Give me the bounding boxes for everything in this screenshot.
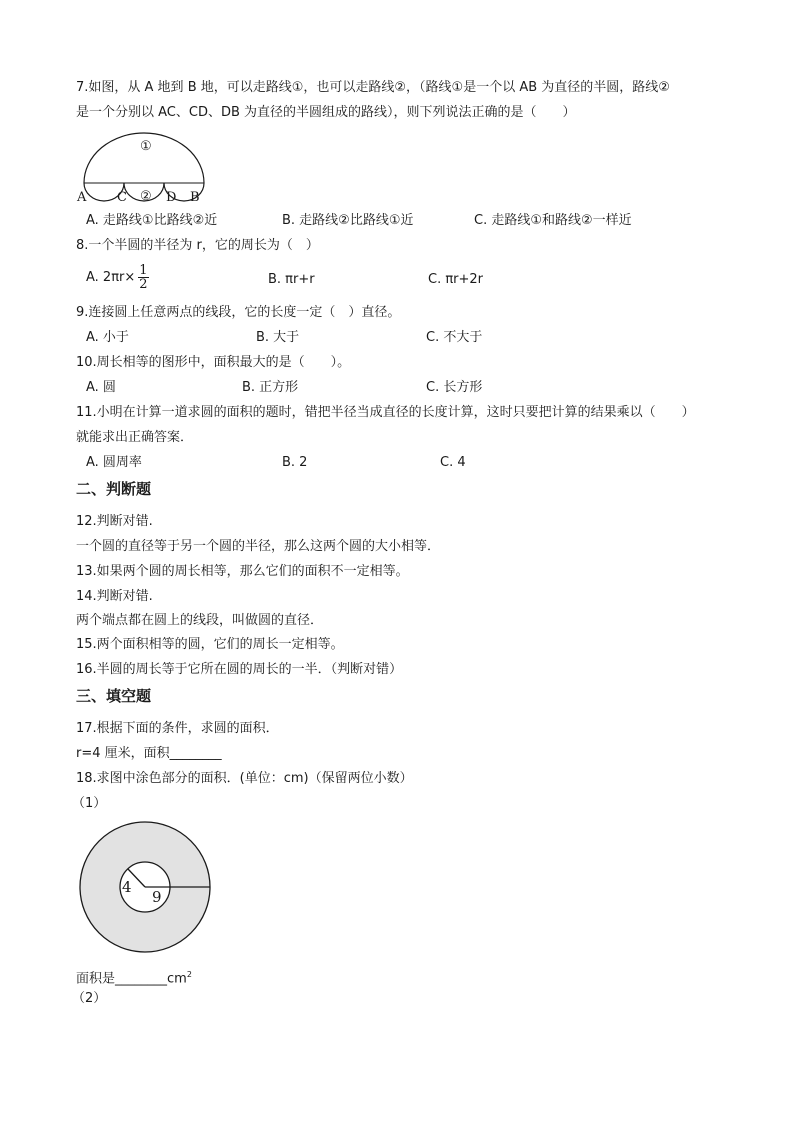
section-heading-true-false: 二、判断题	[76, 480, 152, 498]
q7-option-c[interactable]: C. 走路线①和路线②一样近	[474, 213, 632, 228]
q11-text-line2: 就能求出正确答案．	[76, 430, 194, 445]
q8-option-a[interactable]	[86, 263, 149, 293]
q18-ring-figure	[76, 818, 214, 956]
q7-text-line2: 是一个分别以 AC、CD、DB 为直径的半圆组成的路线），则下列说法正确的是（ ）	[76, 105, 576, 120]
q10-option-a[interactable]: A. 圆	[86, 380, 116, 395]
q10-option-c[interactable]: C. 长方形	[426, 380, 483, 395]
q14-text-line2: 两个端点都在圆上的线段，叫做圆的直径．	[76, 613, 324, 628]
q8-option-a-prefix: A. 2πr×	[86, 270, 136, 285]
q7-route-figure	[74, 128, 214, 206]
q8-text: 8.一个半圆的半径为 r，它的周长为（ ）	[76, 238, 319, 253]
q18-part2-label: （2）	[72, 991, 107, 1006]
q16-text: 16.半圆的周长等于它所在圆的周长的一半．（判断对错）	[76, 662, 403, 677]
q15-text: 15.两个面积相等的圆，它们的周长一定相等。	[76, 637, 344, 652]
outer-radius-label: 9	[152, 888, 162, 906]
q11-option-b[interactable]: B. 2	[282, 455, 308, 470]
q18-answer-unit-sup: 2	[186, 970, 192, 979]
q9-option-b[interactable]: B. 大于	[256, 330, 300, 345]
q18-answer-prefix: 面积是________cm	[76, 971, 187, 987]
route2-label: ②	[140, 189, 152, 204]
q14-text-line1: 14.判断对错.	[76, 589, 153, 604]
q11-option-c[interactable]: C. 4	[440, 455, 466, 470]
q10-option-b[interactable]: B. 正方形	[242, 380, 299, 395]
q10-text: 10.周长相等的图形中，面积最大的是（ ）。	[76, 355, 351, 370]
q18-text: 18.求图中涂色部分的面积．(单位：cm)（保留两位小数）	[76, 771, 413, 786]
q12-text-line2: 一个圆的直径等于另一个圆的半径，那么这两个圆的大小相等．	[76, 539, 441, 554]
q18-part1-label: （1）	[72, 796, 107, 811]
q11-text-line1: 11.小明在计算一道求圆的面积的题时，错把半径当成直径的长度计算，这时只要把计算的结果乘以（ ）	[76, 405, 695, 420]
q17-text-line1: 17.根据下面的条件，求圆的面积．	[76, 721, 279, 736]
q7-option-b[interactable]: B. 走路线②比路线①近	[282, 213, 414, 228]
point-b-label: B	[190, 190, 200, 205]
q13-text: 13.如果两个圆的周长相等，那么它们的面积不一定相等。	[76, 564, 409, 579]
q11-option-a[interactable]: A. 圆周率	[86, 455, 142, 470]
q7-text-line1: 7.如图，从 A 地到 B 地，可以走路线①，也可以走路线②，（路线①是一个以 AB 为直径的半圆，路线②	[76, 80, 670, 95]
q8-option-b[interactable]: B. πr+r	[268, 272, 315, 287]
point-c-label: C	[117, 190, 127, 205]
point-d-label: D	[166, 190, 177, 205]
q7-option-a[interactable]: A. 走路线①比路线②近	[86, 213, 218, 228]
q9-text: 9.连接圆上任意两点的线段，它的长度一定（ ）直径。	[76, 305, 401, 320]
q8-option-c[interactable]: C. πr+2r	[428, 272, 484, 287]
fraction-one-half: $\frac{1}{2}$	[139, 263, 148, 292]
q18-answer-line	[76, 967, 192, 987]
q17-text-line2: r=4 厘米，面积________	[76, 746, 222, 761]
q9-option-a[interactable]: A. 小于	[86, 330, 129, 345]
route1-label: ①	[140, 139, 152, 154]
section-heading-fill-in: 三、填空题	[76, 687, 152, 705]
q12-text-line1: 12.判断对错.	[76, 514, 153, 529]
point-a-label: A	[77, 190, 87, 205]
inner-radius-label: 4	[122, 878, 132, 896]
q9-option-c[interactable]: C. 不大于	[426, 330, 483, 345]
